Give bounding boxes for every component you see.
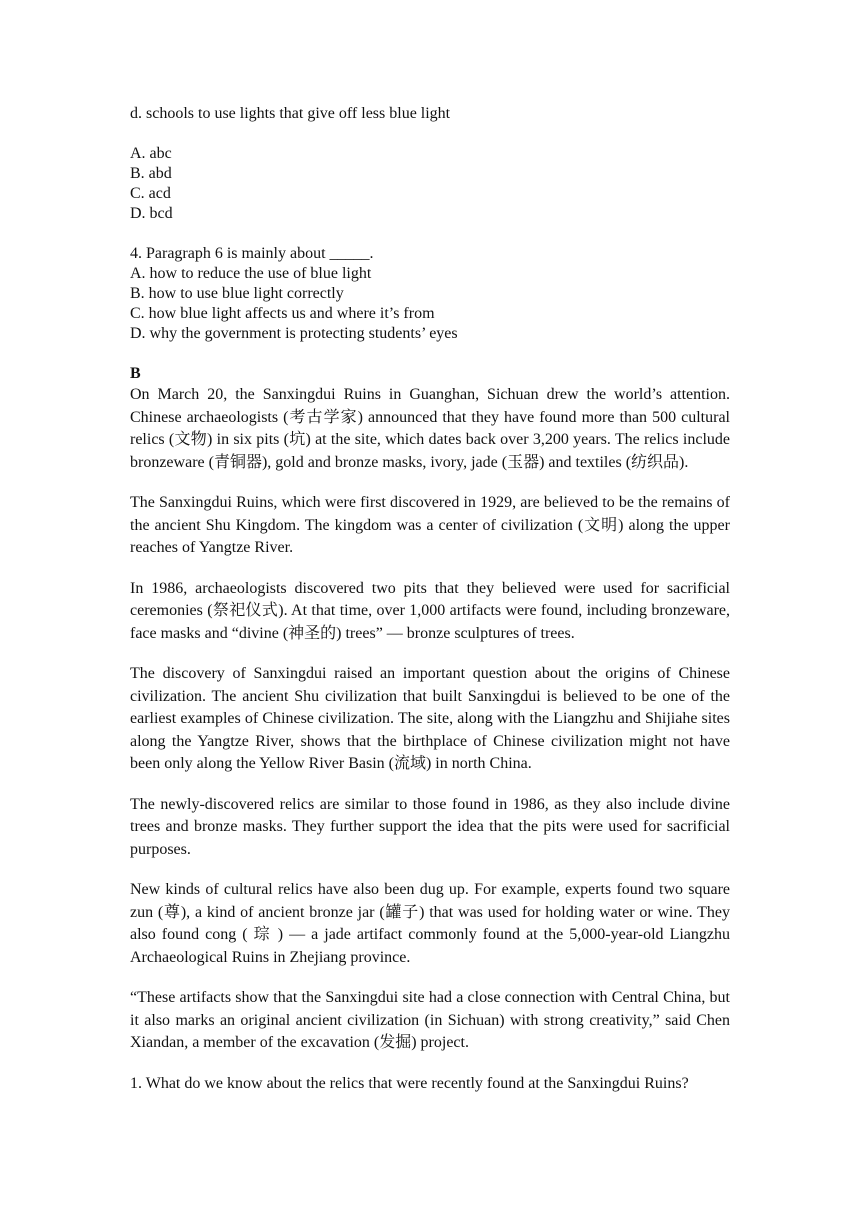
choice-b: B. abd (130, 165, 172, 182)
question-1: 1. What do we know about the relics that were recently found at the Sanxingdui Ruins? (130, 1074, 689, 1092)
paragraph: “These artifacts show that the Sanxingdui site had a close connection with Central China, but it also marks an original ancient civilization (in Sichuan) with strong creativity,” said Chen Xiandan, a member of the excavation (发掘) project. (130, 989, 730, 1051)
choice-d: D. bcd (130, 205, 173, 222)
paragraph: The Sanxingdui Ruins, which were first discovered in 1929, are believed to be the remains of the ancient Shu Kingdom. The kingdom was a center of civilization (文明) along the upper reaches of Yangtze River. (130, 494, 730, 556)
q4-choice-c: C. how blue light affects us and where it’s from (130, 305, 435, 322)
question-4 (130, 244, 730, 344)
q3-choices (130, 144, 730, 224)
choice-a: A. abc (130, 145, 172, 162)
q4-choice-b: B. how to use blue light correctly (130, 285, 344, 302)
paragraph: In 1986, archaeologists discovered two pits that they believed were used for sacrificial ceremonies (祭祀仪式). At that time, over 1,000 artifacts were found, including bronzeware, face masks and “divine (神圣的) trees” — bronze sculptures of trees. (130, 579, 730, 642)
section-heading: B (130, 365, 141, 382)
paragraph: On March 20, the Sanxingdui Ruins in Guanghan, Sichuan drew the world’s attention. Chinese archaeologists (考古学家) announced that they have found more than 500 cultural relics (文物) in six pits (坑) at the site, which dates back over 3,200 years. The relics include bronzeware (青铜器), gold and bronze masks, ivory, jade (玉器) and textiles (纺织品). (130, 386, 730, 471)
question-4-stem: 4. Paragraph 6 is mainly about _____. (130, 245, 374, 262)
paragraph: New kinds of cultural relics have also been dug up. For example, experts found two square zun (尊), a kind of ancient bronze jar (罐子) that was used for holding water or wine. They also found cong ( 琮 ) — a jade artifact commonly found at the 5,000-year-old Liangzhu Archaeological Ruins in Zhejiang province. (130, 881, 730, 966)
q4-choice-a: A. how to reduce the use of blue light (130, 265, 372, 282)
q4-choice-d: D. why the government is protecting students’ eyes (130, 325, 458, 342)
paragraph: The newly-discovered relics are similar to those found in 1986, as they also include divine trees and bronze masks. They further support the idea that the pits were used for sacrificial purposes. (130, 795, 730, 858)
paragraph: The discovery of Sanxingdui raised an important question about the origins of Chinese civilization. The ancient Shu civilization that built Sanxingdui is believed to be one of the earliest examples of Chinese civilization. The site, along with the Liangzhu and Shijiahe sites along the Yangtze River, shows that the birthplace of Chinese civilization might not have been only along the Yellow River Basin (流域) in north China. (130, 665, 730, 772)
document-page (130, 104, 730, 1095)
option-d: d. schools to use lights that give off less blue light (130, 105, 451, 122)
choice-c: C. acd (130, 185, 171, 202)
